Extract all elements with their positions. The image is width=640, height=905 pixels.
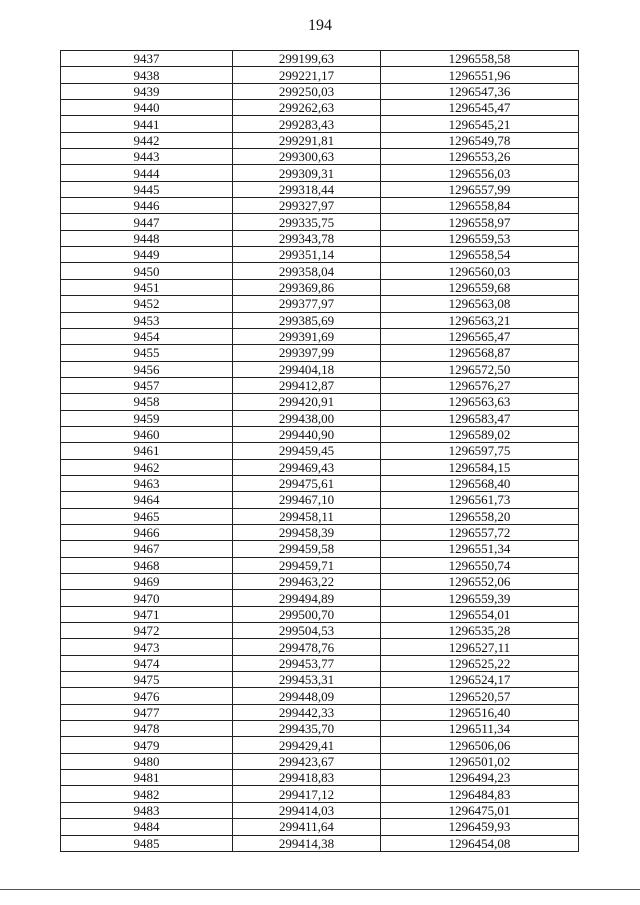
table-row <box>61 247 579 263</box>
x-coordinate-cell: 299397,99 <box>233 345 381 361</box>
y-coordinate-cell: 1296545,47 <box>381 100 579 116</box>
y-coordinate-cell: 1296558,84 <box>381 198 579 214</box>
y-coordinate-cell: 1296545,21 <box>381 116 579 132</box>
x-coordinate-cell: 299309,31 <box>233 165 381 181</box>
y-coordinate-cell: 1296551,34 <box>381 541 579 557</box>
x-coordinate-cell: 299463,22 <box>233 574 381 590</box>
y-coordinate-cell: 1296494,23 <box>381 770 579 786</box>
y-coordinate-cell: 1296583,47 <box>381 410 579 426</box>
point-number-cell: 9477 <box>61 704 233 720</box>
table-row <box>61 198 579 214</box>
x-coordinate-cell: 299291,81 <box>233 132 381 148</box>
table-row <box>61 361 579 377</box>
y-coordinate-cell: 1296549,78 <box>381 132 579 148</box>
point-number-cell: 9449 <box>61 247 233 263</box>
point-number-cell: 9484 <box>61 819 233 835</box>
table-row <box>61 263 579 279</box>
y-coordinate-cell: 1296553,26 <box>381 149 579 165</box>
y-coordinate-cell: 1296506,06 <box>381 737 579 753</box>
point-number-cell: 9480 <box>61 753 233 769</box>
y-coordinate-cell: 1296551,96 <box>381 67 579 83</box>
point-number-cell: 9460 <box>61 426 233 442</box>
table-row <box>61 100 579 116</box>
x-coordinate-cell: 299500,70 <box>233 606 381 622</box>
table-row <box>61 508 579 524</box>
x-coordinate-cell: 299440,90 <box>233 426 381 442</box>
table-row <box>61 51 579 67</box>
y-coordinate-cell: 1296568,87 <box>381 345 579 361</box>
table-row <box>61 312 579 328</box>
point-number-cell: 9444 <box>61 165 233 181</box>
x-coordinate-cell: 299459,71 <box>233 557 381 573</box>
x-coordinate-cell: 299458,11 <box>233 508 381 524</box>
y-coordinate-cell: 1296558,20 <box>381 508 579 524</box>
x-coordinate-cell: 299467,10 <box>233 492 381 508</box>
x-coordinate-cell: 299435,70 <box>233 721 381 737</box>
point-number-cell: 9471 <box>61 606 233 622</box>
point-number-cell: 9458 <box>61 394 233 410</box>
table-row <box>61 541 579 557</box>
y-coordinate-cell: 1296563,63 <box>381 394 579 410</box>
y-coordinate-cell: 1296559,53 <box>381 230 579 246</box>
table-row <box>61 67 579 83</box>
y-coordinate-cell: 1296584,15 <box>381 459 579 475</box>
table-row <box>61 279 579 295</box>
x-coordinate-cell: 299411,64 <box>233 819 381 835</box>
y-coordinate-cell: 1296459,93 <box>381 819 579 835</box>
point-number-cell: 9481 <box>61 770 233 786</box>
y-coordinate-cell: 1296561,73 <box>381 492 579 508</box>
table-row <box>61 786 579 802</box>
y-coordinate-cell: 1296511,34 <box>381 721 579 737</box>
table-row <box>61 214 579 230</box>
point-number-cell: 9441 <box>61 116 233 132</box>
table-row <box>61 835 579 851</box>
x-coordinate-cell: 299423,67 <box>233 753 381 769</box>
point-number-cell: 9464 <box>61 492 233 508</box>
point-number-cell: 9459 <box>61 410 233 426</box>
point-number-cell: 9456 <box>61 361 233 377</box>
y-coordinate-cell: 1296557,72 <box>381 524 579 540</box>
point-number-cell: 9457 <box>61 377 233 393</box>
point-number-cell: 9475 <box>61 672 233 688</box>
table-row <box>61 116 579 132</box>
table-row <box>61 557 579 573</box>
point-number-cell: 9473 <box>61 639 233 655</box>
x-coordinate-cell: 299358,04 <box>233 263 381 279</box>
y-coordinate-cell: 1296501,02 <box>381 753 579 769</box>
y-coordinate-cell: 1296547,36 <box>381 83 579 99</box>
x-coordinate-cell: 299199,63 <box>233 51 381 67</box>
point-number-cell: 9455 <box>61 345 233 361</box>
x-coordinate-cell: 299442,33 <box>233 704 381 720</box>
table-row <box>61 181 579 197</box>
x-coordinate-cell: 299478,76 <box>233 639 381 655</box>
point-number-cell: 9472 <box>61 623 233 639</box>
point-number-cell: 9468 <box>61 557 233 573</box>
y-coordinate-cell: 1296563,08 <box>381 296 579 312</box>
x-coordinate-cell: 299385,69 <box>233 312 381 328</box>
table-row <box>61 770 579 786</box>
x-coordinate-cell: 299475,61 <box>233 475 381 491</box>
table-row <box>61 753 579 769</box>
table-row <box>61 475 579 491</box>
x-coordinate-cell: 299453,31 <box>233 672 381 688</box>
x-coordinate-cell: 299420,91 <box>233 394 381 410</box>
point-number-cell: 9482 <box>61 786 233 802</box>
y-coordinate-cell: 1296560,03 <box>381 263 579 279</box>
point-number-cell: 9451 <box>61 279 233 295</box>
table-row <box>61 737 579 753</box>
y-coordinate-cell: 1296558,97 <box>381 214 579 230</box>
y-coordinate-cell: 1296558,54 <box>381 247 579 263</box>
coordinates-table <box>60 50 579 852</box>
y-coordinate-cell: 1296597,75 <box>381 443 579 459</box>
table-row <box>61 149 579 165</box>
x-coordinate-cell: 299335,75 <box>233 214 381 230</box>
table-row <box>61 83 579 99</box>
y-coordinate-cell: 1296535,28 <box>381 623 579 639</box>
point-number-cell: 9474 <box>61 655 233 671</box>
y-coordinate-cell: 1296565,47 <box>381 328 579 344</box>
point-number-cell: 9465 <box>61 508 233 524</box>
point-number-cell: 9446 <box>61 198 233 214</box>
y-coordinate-cell: 1296524,17 <box>381 672 579 688</box>
x-coordinate-cell: 299300,63 <box>233 149 381 165</box>
table-row <box>61 672 579 688</box>
y-coordinate-cell: 1296484,83 <box>381 786 579 802</box>
x-coordinate-cell: 299414,38 <box>233 835 381 851</box>
x-coordinate-cell: 299459,45 <box>233 443 381 459</box>
y-coordinate-cell: 1296559,39 <box>381 590 579 606</box>
point-number-cell: 9452 <box>61 296 233 312</box>
x-coordinate-cell: 299469,43 <box>233 459 381 475</box>
point-number-cell: 9476 <box>61 688 233 704</box>
x-coordinate-cell: 299318,44 <box>233 181 381 197</box>
table-row <box>61 296 579 312</box>
y-coordinate-cell: 1296568,40 <box>381 475 579 491</box>
x-coordinate-cell: 299459,58 <box>233 541 381 557</box>
table-row <box>61 623 579 639</box>
x-coordinate-cell: 299250,03 <box>233 83 381 99</box>
table-row <box>61 574 579 590</box>
point-number-cell: 9447 <box>61 214 233 230</box>
point-number-cell: 9448 <box>61 230 233 246</box>
x-coordinate-cell: 299438,00 <box>233 410 381 426</box>
y-coordinate-cell: 1296552,06 <box>381 574 579 590</box>
point-number-cell: 9462 <box>61 459 233 475</box>
x-coordinate-cell: 299429,41 <box>233 737 381 753</box>
table-row <box>61 230 579 246</box>
table-row <box>61 688 579 704</box>
point-number-cell: 9461 <box>61 443 233 459</box>
y-coordinate-cell: 1296520,57 <box>381 688 579 704</box>
x-coordinate-cell: 299448,09 <box>233 688 381 704</box>
table-row <box>61 704 579 720</box>
x-coordinate-cell: 299453,77 <box>233 655 381 671</box>
y-coordinate-cell: 1296556,03 <box>381 165 579 181</box>
table-row <box>61 394 579 410</box>
point-number-cell: 9469 <box>61 574 233 590</box>
y-coordinate-cell: 1296576,27 <box>381 377 579 393</box>
point-number-cell: 9483 <box>61 802 233 818</box>
point-number-cell: 9454 <box>61 328 233 344</box>
x-coordinate-cell: 299343,78 <box>233 230 381 246</box>
table-row <box>61 721 579 737</box>
x-coordinate-cell: 299327,97 <box>233 198 381 214</box>
table-row <box>61 606 579 622</box>
table-row <box>61 639 579 655</box>
y-coordinate-cell: 1296525,22 <box>381 655 579 671</box>
point-number-cell: 9445 <box>61 181 233 197</box>
x-coordinate-cell: 299369,86 <box>233 279 381 295</box>
x-coordinate-cell: 299418,83 <box>233 770 381 786</box>
point-number-cell: 9437 <box>61 51 233 67</box>
page-number: 194 <box>308 17 332 34</box>
point-number-cell: 9438 <box>61 67 233 83</box>
x-coordinate-cell: 299412,87 <box>233 377 381 393</box>
point-number-cell: 9440 <box>61 100 233 116</box>
y-coordinate-cell: 1296454,08 <box>381 835 579 851</box>
y-coordinate-cell: 1296516,40 <box>381 704 579 720</box>
x-coordinate-cell: 299351,14 <box>233 247 381 263</box>
table-row <box>61 492 579 508</box>
y-coordinate-cell: 1296557,99 <box>381 181 579 197</box>
x-coordinate-cell: 299417,12 <box>233 786 381 802</box>
table-row <box>61 524 579 540</box>
x-coordinate-cell: 299221,17 <box>233 67 381 83</box>
point-number-cell: 9479 <box>61 737 233 753</box>
table-row <box>61 377 579 393</box>
bottom-rule <box>0 889 640 890</box>
x-coordinate-cell: 299458,39 <box>233 524 381 540</box>
table-row <box>61 459 579 475</box>
point-number-cell: 9463 <box>61 475 233 491</box>
table-row <box>61 328 579 344</box>
table-row <box>61 590 579 606</box>
x-coordinate-cell: 299262,63 <box>233 100 381 116</box>
point-number-cell: 9466 <box>61 524 233 540</box>
point-number-cell: 9470 <box>61 590 233 606</box>
table-row <box>61 132 579 148</box>
x-coordinate-cell: 299283,43 <box>233 116 381 132</box>
point-number-cell: 9439 <box>61 83 233 99</box>
y-coordinate-cell: 1296527,11 <box>381 639 579 655</box>
x-coordinate-cell: 299404,18 <box>233 361 381 377</box>
coordinates-table-body <box>61 51 579 852</box>
y-coordinate-cell: 1296558,58 <box>381 51 579 67</box>
point-number-cell: 9450 <box>61 263 233 279</box>
y-coordinate-cell: 1296572,50 <box>381 361 579 377</box>
table-row <box>61 410 579 426</box>
y-coordinate-cell: 1296563,21 <box>381 312 579 328</box>
x-coordinate-cell: 299414,03 <box>233 802 381 818</box>
table-row <box>61 443 579 459</box>
y-coordinate-cell: 1296554,01 <box>381 606 579 622</box>
table-row <box>61 345 579 361</box>
y-coordinate-cell: 1296475,01 <box>381 802 579 818</box>
y-coordinate-cell: 1296559,68 <box>381 279 579 295</box>
point-number-cell: 9453 <box>61 312 233 328</box>
table-row <box>61 819 579 835</box>
x-coordinate-cell: 299377,97 <box>233 296 381 312</box>
point-number-cell: 9442 <box>61 132 233 148</box>
x-coordinate-cell: 299494,89 <box>233 590 381 606</box>
table-row <box>61 426 579 442</box>
y-coordinate-cell: 1296550,74 <box>381 557 579 573</box>
table-row <box>61 655 579 671</box>
x-coordinate-cell: 299504,53 <box>233 623 381 639</box>
point-number-cell: 9485 <box>61 835 233 851</box>
point-number-cell: 9467 <box>61 541 233 557</box>
point-number-cell: 9443 <box>61 149 233 165</box>
x-coordinate-cell: 299391,69 <box>233 328 381 344</box>
table-row <box>61 802 579 818</box>
y-coordinate-cell: 1296589,02 <box>381 426 579 442</box>
point-number-cell: 9478 <box>61 721 233 737</box>
table-row <box>61 165 579 181</box>
